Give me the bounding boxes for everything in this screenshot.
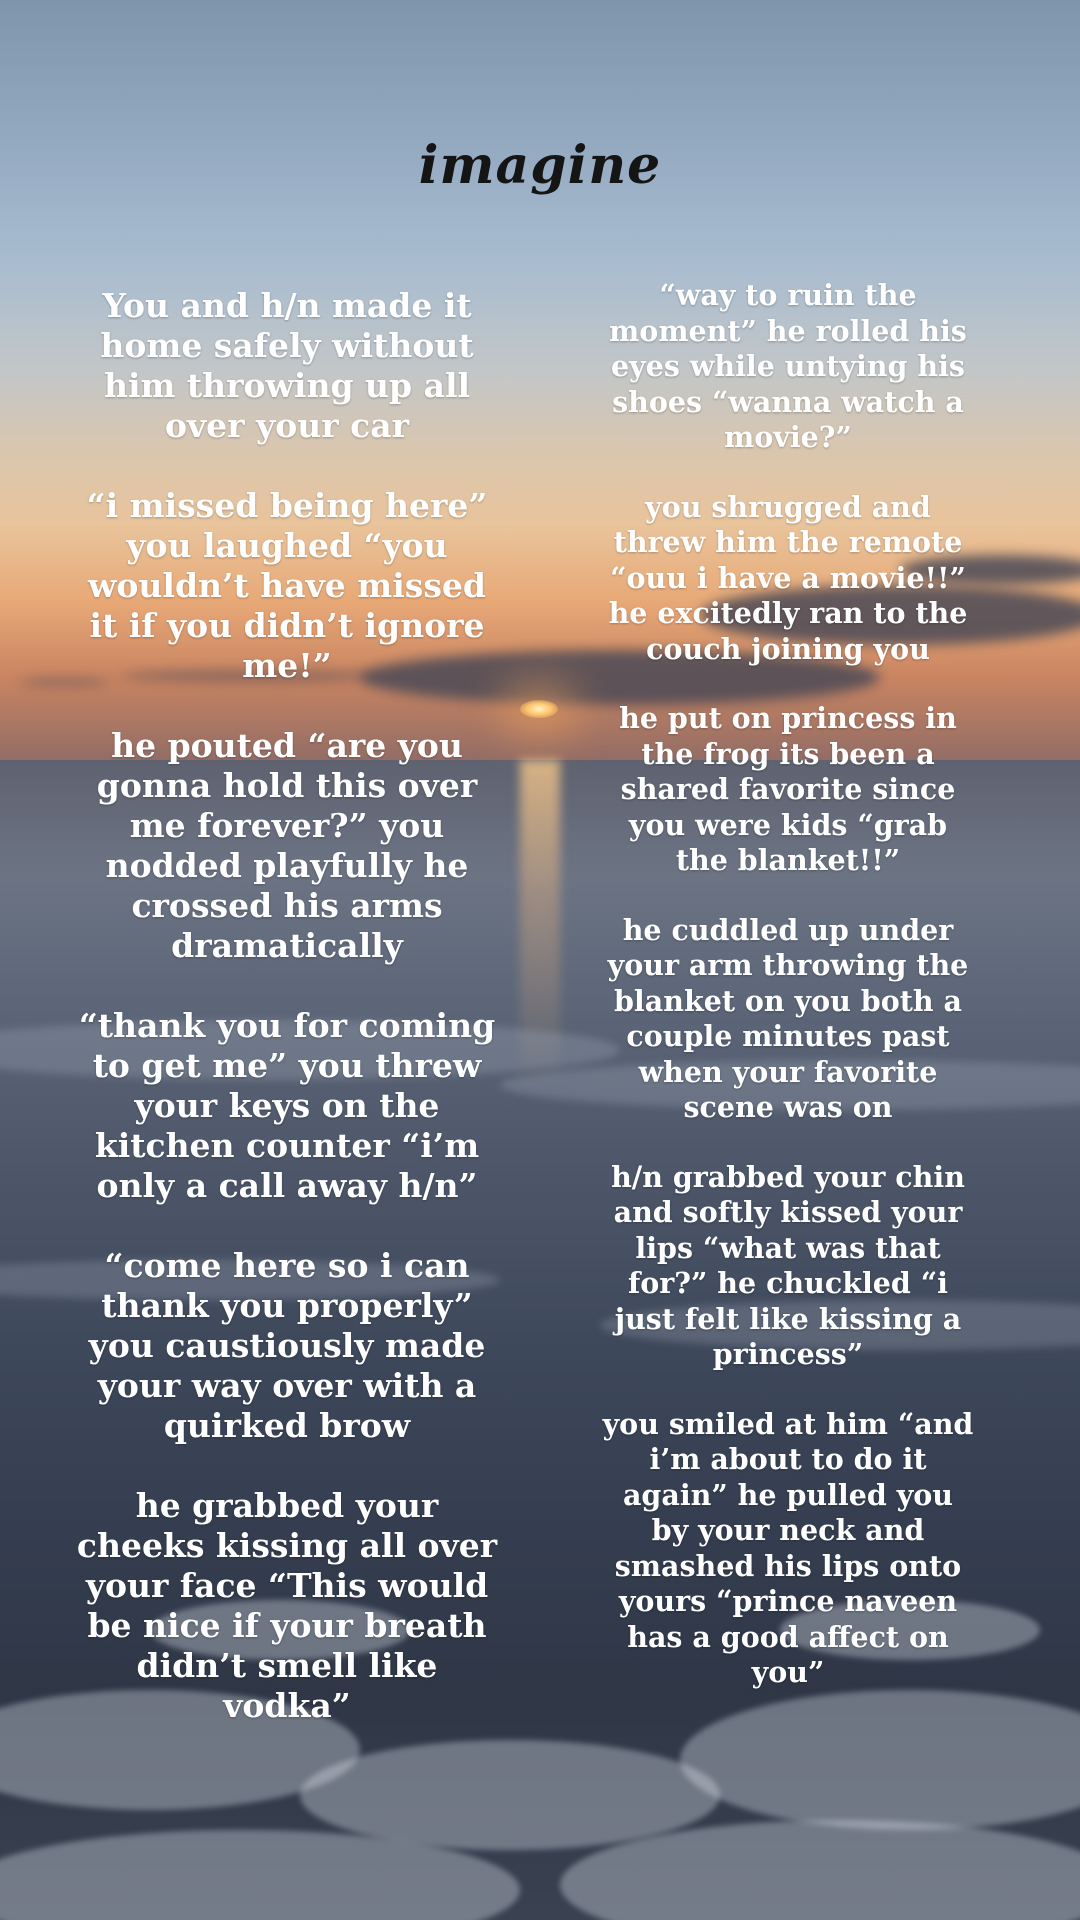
story-paragraph: he cuddled up under your arm throwing the blanket on you both a couple minutes past when your favorite scene was on bbox=[607, 912, 969, 1124]
story-paragraph: he pouted “are you gonna hold this over me forever?” you nodded playfully he crossed his arms dramatically bbox=[96, 726, 478, 965]
story-title: imagine bbox=[418, 135, 662, 196]
story-paragraph: you smiled at him “and i’m about to do it again” he pulled you by your neck and smashed his lips onto yours “prince naveen has a good affect on you” bbox=[602, 1406, 974, 1689]
setting-sun bbox=[520, 700, 558, 718]
story-paragraph: h/n grabbed your chin and softly kissed your lips “what was that for?” he chuckled “i just felt like kissing a princess” bbox=[611, 1159, 965, 1371]
left-column bbox=[72, 286, 502, 1766]
story-paragraph: you shrugged and threw him the remote “ouu i have a movie!!” he excitedly ran to the couch joining you bbox=[608, 489, 968, 666]
story-paragraph: he grabbed your cheeks kissing all over your face “This would be nice if your breath didn’t smell like vodka” bbox=[76, 1486, 498, 1725]
story-paragraph: “i missed being here” you laughed “you wouldn’t have missed it if you didn’t ignore me!” bbox=[86, 486, 488, 685]
right-column bbox=[600, 278, 976, 1725]
story-paragraph: “come here so i can thank you properly” you caustiously made your way over with a quirked brow bbox=[88, 1246, 486, 1445]
story-paragraph: “thank you for coming to get me” you threw your keys on the kitchen counter “i’m only a call away h/n” bbox=[78, 1006, 496, 1205]
story-paragraph: You and h/n made it home safely without him throwing up all over your car bbox=[100, 286, 474, 445]
story-paragraph: “way to ruin the moment” he rolled his eyes while untying his shoes “wanna watch a movie?” bbox=[609, 278, 967, 454]
story-paragraph: he put on princess in the frog its been a shared favorite since you were kids “grab the blanket!!” bbox=[619, 701, 957, 877]
